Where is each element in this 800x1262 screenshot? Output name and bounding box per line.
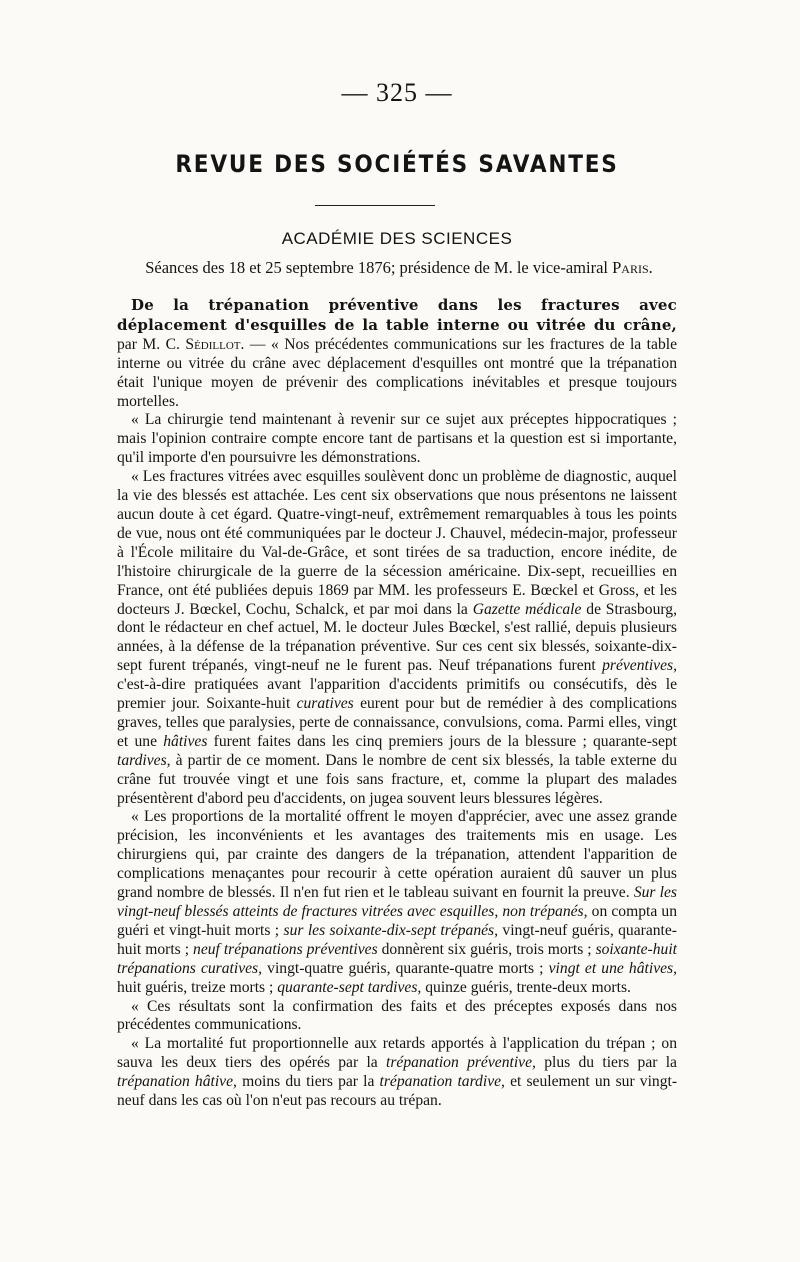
text-run: plus du tiers par la [544, 1054, 677, 1072]
article-title: De la trépanation préventive dans les fractures avec déplacement d'esquilles de la table interne ou vitrée du crâne, [117, 296, 677, 334]
text-run: on compta un guéri et vingt-huit morts ; [117, 903, 677, 939]
italic-run: curatives [296, 695, 354, 713]
session-line [109, 258, 689, 278]
text-run: vingt-quatre guéris, quarante-quatre morts ; [267, 959, 544, 977]
italic-run: quarante-sept tardives, [277, 978, 422, 996]
article-body [117, 296, 677, 1111]
text-run: furent faites dans les cinq premiers jours de la blessure ; quarante-sept [213, 732, 678, 750]
text-run: quinze guéris, trente-deux morts. [425, 978, 631, 996]
italic-run: trépanation hâtive, [117, 1073, 237, 1091]
article-paragraph-3 [117, 468, 677, 808]
italic-run: hâtives [163, 732, 208, 750]
text-run: huit guéris, treize morts ; [117, 978, 274, 996]
italic-run: tardives, [117, 751, 171, 769]
page-number: — 325 — [341, 78, 453, 107]
text-run: « Les fractures vitrées avec esquilles soulèvent donc un problème de diagnostic, auquel la vie des blessés est attachée. Les cent six observations que nous présentons ne laissent aucun doute à cet égard. Quatre-vingt-neuf, extrêmement remarquables à tous les points de vue, nous ont été communiquées par le docteur J. Chauvel, médecin-major, professeur à l'École militaire du Val-de-Grâce, et sont tirées de sa traduction, encore inédite, de l'histoire chirurgicale de la guerre de la sécession américaine. Dix-sept, recueillies en France, ont été publiées depuis 1869 par MM. les professeurs E. Bœckel et Gross, et les docteurs J. Bœckel, Cochu, Schalck, et par moi dans la [117, 468, 677, 618]
section-title: ACADÉMIE DES SCIENCES [281, 229, 513, 248]
text-run: vingt-neuf guéris, quarante-huit morts ; [117, 921, 677, 958]
author-prefix: par M. C. [117, 335, 180, 353]
text-run: de Strasbourg, dont le rédacteur en chef actuel, M. le docteur Jules Bœckel, s'est rallié, depuis plusieurs années, à la défense de la trépanation préventive. Sur ces cent six blessés, soixante-dix-sept furent trépanés, vingt-neuf ne le furent pas. Neuf trépanations furent [117, 600, 677, 675]
text-run: eurent pour but de remédier à des complications graves, telles que paralysies, perte de connaissance, convulsions, coma. Parmi elles, vingt et une [117, 695, 677, 750]
italic-run: trépanation préventive, [386, 1054, 536, 1072]
text-run: donnèrent six guéris, trois morts ; [381, 940, 592, 958]
author-name: Sédillot. [185, 335, 245, 353]
article-paragraph-6 [117, 1035, 677, 1111]
title-rule [315, 205, 435, 206]
italic-run: Sur les vingt-neuf blessés atteints de fractures vitrées avec esquilles, non trépanés, [117, 884, 677, 920]
article-paragraph-4 [117, 808, 677, 997]
text-run: « La mortalité fut proportionnelle aux retards apportés à l'application du trépan ; on sauva les deux tiers des opérés par la [117, 1035, 677, 1072]
paragraph-text: — « Nos précédentes communications sur les fractures de la table interne ou vitrée du crâne avec déplacement d'esquilles ont montré que la trépanation était l'unique moyen de prévenir des complications inévitables et presque toujours mortelles. [117, 335, 677, 410]
article-paragraph-5: « Ces résultats sont la confirmation des faits et des préceptes exposés dans nos précédentes communications. [117, 997, 677, 1034]
italic-run: sur les soixante-dix-sept trépanés, [283, 921, 499, 939]
text-run: et seulement un sur vingt-neuf dans les cas où l'on n'eut pas recours au trépan. [117, 1073, 678, 1110]
article-paragraph-1 [117, 296, 677, 411]
text-run: à partir de ce moment. Dans le nombre de cent six blessés, la table externe du crâne fut trouvée vingt et une fois sans fracture, et, comme la plupart des malades présentèrent d'abord peu d'accidents, on jugea souvent leurs blessures légères. [117, 751, 677, 807]
italic-run: soixante-huit trépanations curatives, [117, 940, 677, 977]
italic-run: neuf trépanations préventives [193, 940, 378, 958]
text-run: c'est-à-dire pratiquées avant l'apparition d'accidents primitifs ou consécutifs, dès le premier jour. Soixante-huit [117, 676, 677, 713]
article-paragraph-2: « La chirurgie tend maintenant à revenir sur ce sujet aux préceptes hippocratiques ; mais l'opinion contraire compte encore tant de partisans et la question est si importante, qu'il importe d'en poursuivre les démonstrations. [117, 411, 677, 467]
text-run: « Les proportions de la mortalité offrent le moyen d'apprécier, avec une assez grande précision, les inconvénients et les avantages des traitements mis en usage. Les chirurgiens qui, par crainte des dangers de la trépanation, attendent l'apparition de complications menaçantes pour recourir à cette opération auraient dû sauver un plus grand nombre de blessés. Il n'en fut rien et le tableau suivant en fournit la preuve. [117, 808, 677, 902]
italic-run: Gazette médicale [472, 600, 582, 618]
journal-title: REVUE DES SOCIÉTÉS SAVANTES [175, 150, 619, 178]
session-name: Paris. [612, 258, 653, 277]
italic-run: préventives, [602, 657, 677, 675]
session-text: Séances des 18 et 25 septembre 1876; présidence de M. le vice-amiral [145, 258, 608, 277]
text-run: moins du tiers par la [242, 1073, 375, 1091]
italic-run: vingt et une hâtives, [548, 959, 678, 977]
italic-run: trépanation tardive, [379, 1073, 505, 1091]
